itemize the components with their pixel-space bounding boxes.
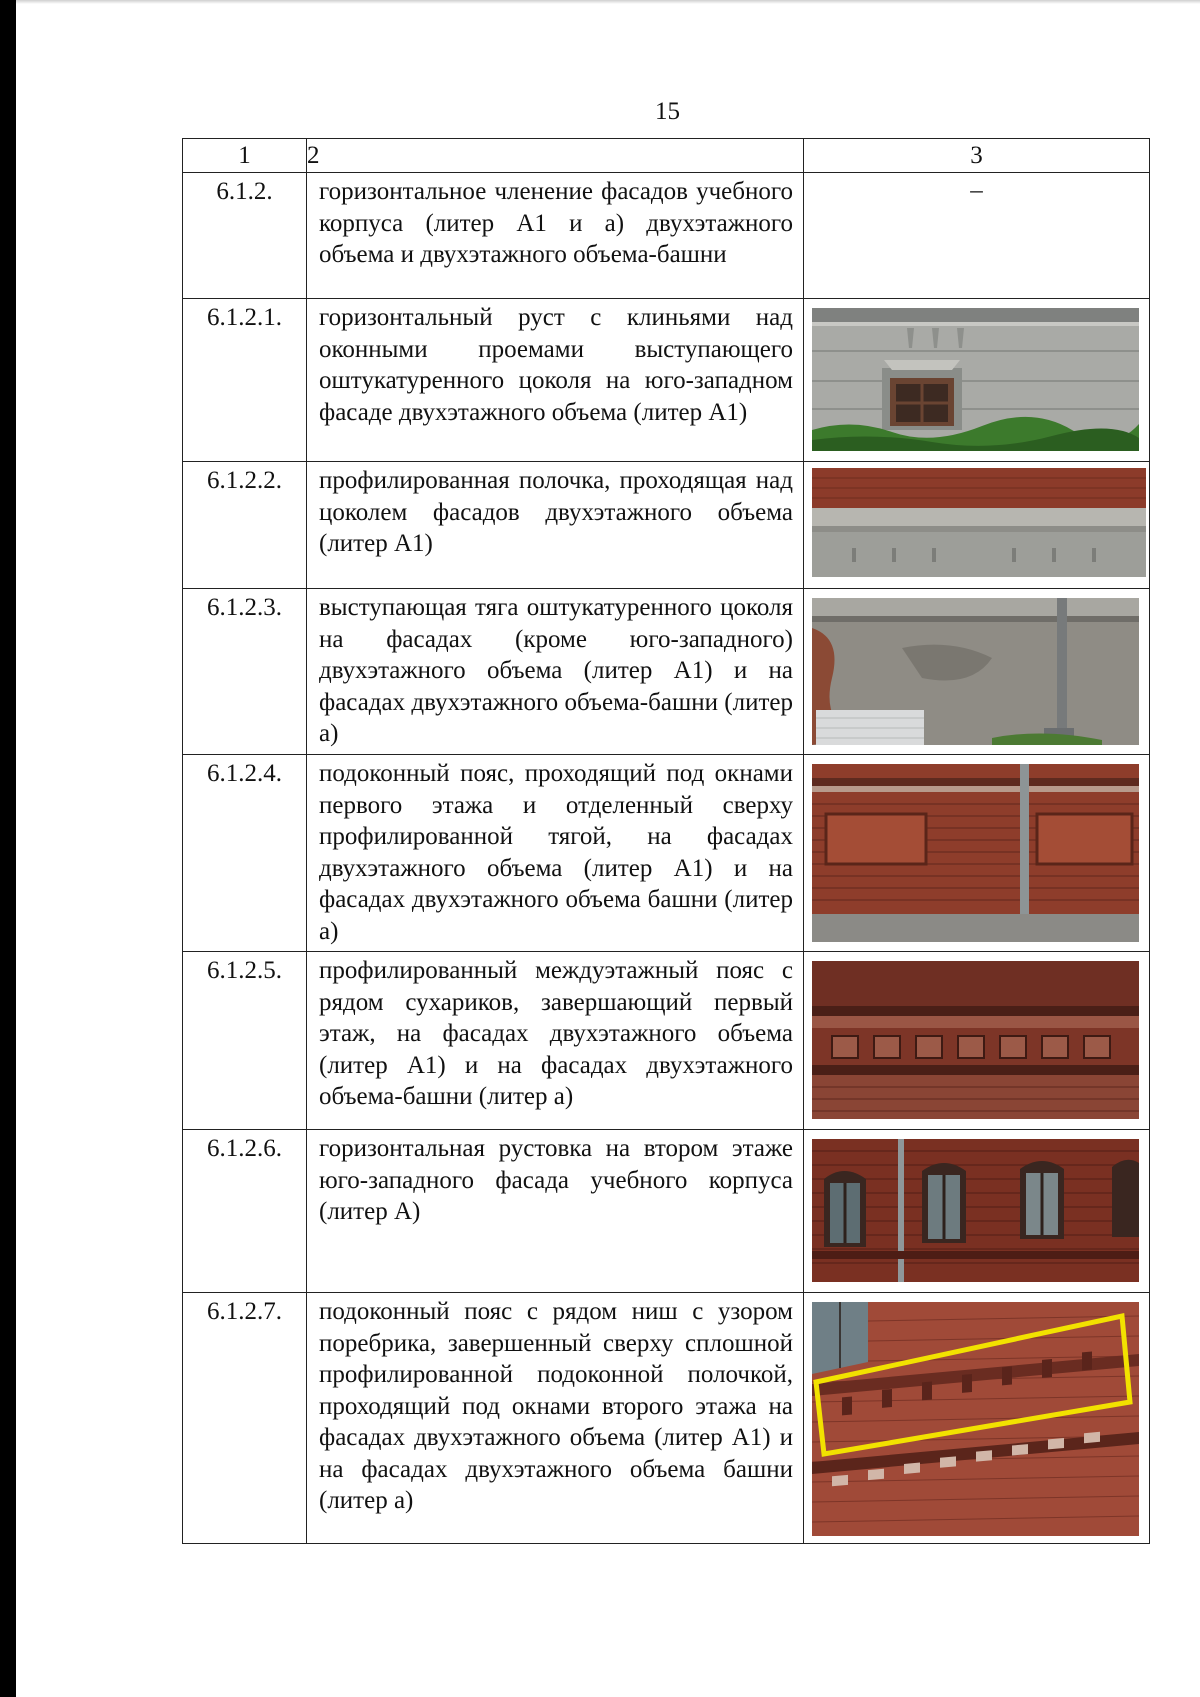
- table-row: [183, 1293, 1150, 1544]
- header-cell-3: 3: [804, 139, 1150, 173]
- photo-niche-belt-highlighted: [812, 1302, 1139, 1536]
- table-row: [183, 755, 1150, 952]
- table-row: [183, 1130, 1150, 1293]
- heritage-elements-table: [182, 138, 1150, 1544]
- table-row: [183, 952, 1150, 1130]
- row-number: 6.1.2.4.: [183, 755, 307, 952]
- table-row: [183, 173, 1150, 299]
- photo-interfloor-belt: [812, 961, 1139, 1119]
- row-photo-cell: [804, 755, 1150, 952]
- table-header-row: [183, 139, 1150, 173]
- photo-plinth-cornice: [812, 598, 1139, 745]
- row-description: выступающая тяга оштукатуренного цоколя на фасадах (кроме юго-западного) двухэтажного объема (литер А1) и на фасадах двухэтажного объема-башни (литер а): [307, 589, 804, 755]
- row-photo-cell: [804, 173, 1150, 299]
- row-description: профилированный междуэтажный пояс с рядом сухариков, завершающий первый этаж, на фасадах двухэтажного объема (литер А1) и на фасадах двухэтажного объема-башни (литер а): [307, 952, 804, 1130]
- row-description: горизонтальная рустовка на втором этаже юго-западного фасада учебного корпуса (литер А): [307, 1130, 804, 1293]
- scan-border: [0, 0, 16, 1697]
- row-number: 6.1.2.7.: [183, 1293, 307, 1544]
- row-photo-cell: [804, 462, 1150, 589]
- row-description: подоконный пояс, проходящий под окнами первого этажа и отделенный сверху профилированной тягой, на фасадах двухэтажного объема (литер А1) и на фасадах двухэтажного объема башни (литер а): [307, 755, 804, 952]
- photo-profiled-shelf: [812, 468, 1146, 577]
- row-number: 6.1.2.2.: [183, 462, 307, 589]
- empty-dash: –: [970, 177, 983, 204]
- row-description: горизонтальное членение фасадов учебного корпуса (литер А1 и а) двухэтажного объема и двухэтажного объема-башни: [307, 173, 804, 299]
- row-description: подоконный пояс с рядом ниш с узором поребрика, завершенный сверху сплошной профилированной подоконной полочкой, проходящий под окнами второго этажа на фасадах двухэтажного объема (литер А1) и на фасадах двухэтажного объема башни (литер а): [307, 1293, 804, 1544]
- table-row: [183, 589, 1150, 755]
- scan-shadow: [16, 0, 1200, 4]
- photo-plinth-rustication: [812, 308, 1139, 451]
- table-row: [183, 299, 1150, 462]
- row-photo-cell: [804, 1293, 1150, 1544]
- row-description: профилированная полочка, проходящая над цоколем фасадов двухэтажного объема (литер А1): [307, 462, 804, 589]
- row-photo-cell: [804, 299, 1150, 462]
- row-photo-cell: [804, 952, 1150, 1130]
- row-number: 6.1.2.: [183, 173, 307, 299]
- header-cell-1: 1: [183, 139, 307, 173]
- row-description: горизонтальный руст с клиньями над оконными проемами выступающего оштукатуренного цоколя на юго-западном фасаде двухэтажного объема (литер А1): [307, 299, 804, 462]
- table-row: [183, 462, 1150, 589]
- row-photo-cell: [804, 589, 1150, 755]
- photo-second-floor-rustication: [812, 1139, 1139, 1282]
- row-number: 6.1.2.6.: [183, 1130, 307, 1293]
- row-photo-cell: [804, 1130, 1150, 1293]
- row-number: 6.1.2.1.: [183, 299, 307, 462]
- row-number: 6.1.2.3.: [183, 589, 307, 755]
- row-number: 6.1.2.5.: [183, 952, 307, 1130]
- header-cell-2: 2: [307, 139, 804, 173]
- photo-sill-belt: [812, 764, 1139, 942]
- page-number: 15: [655, 98, 680, 125]
